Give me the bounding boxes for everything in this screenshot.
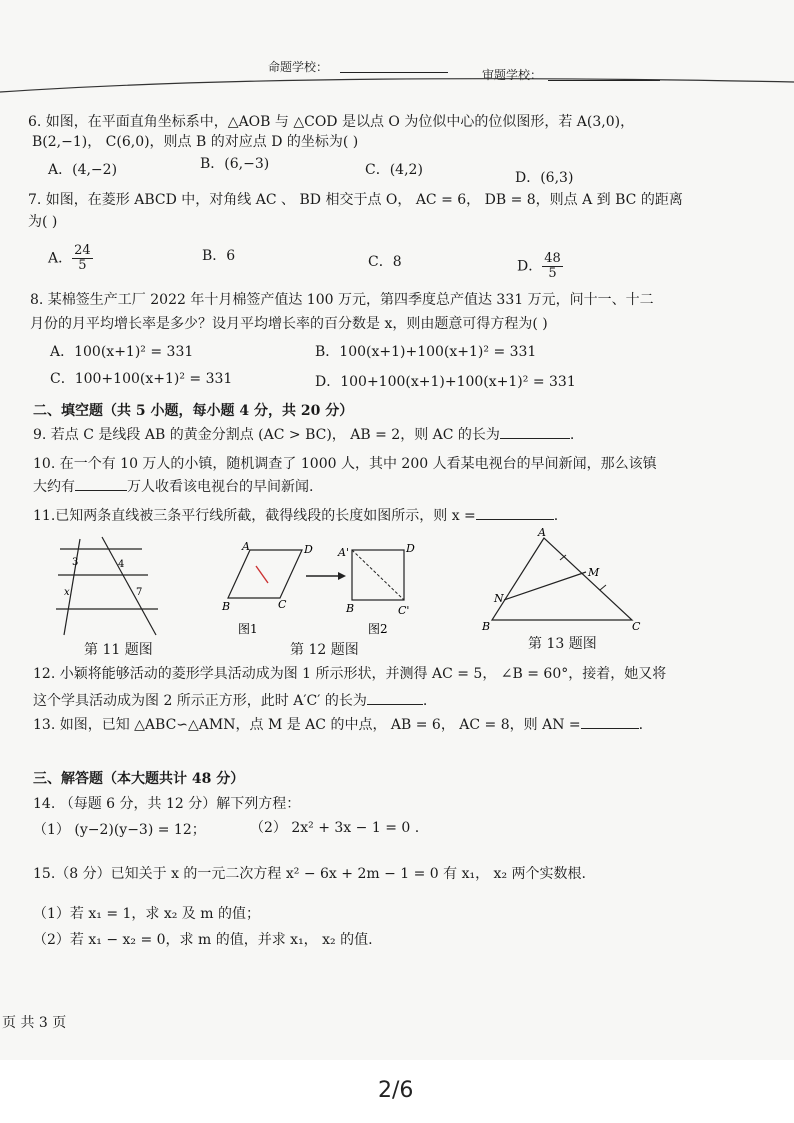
q6-option-c: C．(4,2) [365,162,423,178]
q7-option-d-fraction [542,252,563,281]
q10-line2-end: 万人收看该电视台的早间新闻. [127,479,314,495]
fig13-caption: 第 13 题图 [528,636,597,652]
q7-option-d-label: D． [517,258,543,275]
fig11-label-3: 3 [72,557,79,568]
fig12-sub2: 图2 [368,622,388,636]
q7-option-d [517,252,563,281]
q14-part1: （1） (y−2)(y−3) = 12； [33,822,206,838]
q15-part1: （1）若 x₁ = 1，求 x₂ 及 m 的值； [33,906,260,922]
q8-option-a: A．100(x+1)² = 331 [50,344,194,360]
q7-option-c: C．8 [368,254,402,270]
header-rule [0,70,794,110]
fig12-fig1-label-d: D [304,543,313,556]
q6-line1: 6. 如图，在平面直角坐标系中，△AOB 与 △COD 是以点 O 为位似中心的位似图形，若 A(3,0)， [28,114,635,130]
q7-option-a-fraction [72,244,93,273]
q12-line2: 这个学具活动成为图 2 所示正方形，此时 A′C′ 的长为 . [33,690,427,711]
q10-answer-blank [75,476,127,491]
fig12-fig2-label-c: C' [398,604,410,617]
q15-part2: （2）若 x₁ − x₂ = 0，求 m 的值，并求 x₁， x₂ 的值. [33,932,373,948]
q9-text: 9. 若点 C 是线段 AB 的黄金分割点 (AC > BC)， AB = 2，则 AC 的长为 . [33,424,574,445]
q6-line2: B(2,−1)， C(6,0)，则点 B 的对应点 D 的坐标为( ) [32,134,359,150]
section-3-heading: 三、解答题（本大题共计 48 分） [33,771,245,787]
q7-option-a-numerator: 24 [74,243,91,258]
q8-line2: 月份的月平均增长率是多少？设月平均增长率的百分数是 x，则由题意可得方程为( ) [30,316,548,332]
figure-11 [50,535,180,640]
figure-12 [212,538,432,638]
q9-answer-blank [500,424,570,439]
q7-line1: 7. 如图，在菱形 ABCD 中，对角线 AC 、 BD 相交于点 O， AC = 6， DB = 8，则点 A 到 BC 的距离 [28,192,683,208]
page-indicator: 2/6 [378,1078,414,1103]
fig11-label-4: 4 [118,559,125,570]
fig12-caption: 第 12 题图 [290,642,359,658]
q10-line1: 10. 在一个有 10 万人的小镇，随机调查了 1000 人，其中 200 人看某电视台的早间新闻，那么该镇 [33,456,657,472]
fig12-fig2-label-d: D [406,542,415,555]
fig12-fig2-label-b: B [346,602,355,615]
q14-part2: （2） 2x² + 3x − 1 = 0 . [250,820,420,836]
section-2-heading: 二、填空题（共 5 小题，每小题 4 分，共 20 分） [33,403,354,419]
fig12-fig1-label-c: C [278,598,287,611]
q14-title: 14. （每题 6 分，共 12 分）解下列方程： [33,796,301,812]
q7-line2: 为( ) [28,214,58,230]
q10-line2-start: 大约有 [33,479,75,495]
q8-option-d: D．100+100(x+1)+100(x+1)² = 331 [315,374,576,390]
school-label: 命题学校： [268,60,329,74]
q11-answer-blank [476,505,554,520]
q11-body: 11.已知两条直线被三条平行线所截，截得线段的长度如图所示，则 x = [33,508,476,524]
q7-option-b: B．6 [202,248,236,264]
q7-option-a [48,244,93,273]
q8-option-b: B．100(x+1)+100(x+1)² = 331 [315,344,537,360]
fig13-label-b: B [482,620,491,633]
q12-line2-body: 这个学具活动成为图 2 所示正方形，此时 A′C′ 的长为 [33,693,367,709]
fig12-fig2-label-a: A' [338,546,349,559]
fig11-caption: 第 11 题图 [84,642,153,658]
q6-option-d: D．(6,3) [515,170,574,186]
q7-option-a-denominator: 5 [78,258,87,273]
q11-text: 11.已知两条直线被三条平行线所截，截得线段的长度如图所示，则 x = . [33,505,558,526]
fig13-label-n: N [494,592,504,605]
figure-13 [478,528,648,638]
fig12-red-diagonal [256,566,268,583]
fig11-label-x: x [64,587,70,598]
q7-option-a-label: A． [48,250,73,267]
fig12-fig1-label-b: B [222,600,231,613]
fig13-label-a: A [538,528,546,539]
fig13-label-m: M [588,566,600,579]
q12-answer-blank [367,690,423,705]
q10-line2 [33,476,313,497]
q8-option-c: C．100+100(x+1)² = 331 [50,371,233,387]
q8-line1: 8. 某棉签生产工厂 2022 年十月棉签产值达 100 万元，第四季度总产值达 331 万元，问十一、十二 [30,292,654,308]
q7-option-d-denominator: 5 [548,266,557,281]
q13-answer-blank [581,714,639,729]
fig12-fig1-label-a: A [242,540,250,553]
review-label: 审题学校： [482,68,543,82]
q7-option-d-numerator: 48 [544,251,561,266]
q9-body: 9. 若点 C 是线段 AB 的黄金分割点 (AC > BC)， AB = 2，则 AC 的长为 [33,427,500,443]
q6-option-a: A．(4,−2) [48,162,118,178]
q6-option-b: B．(6,−3) [200,156,270,172]
q12-line1: 12. 小颖将能够活动的菱形学具活动成为图 1 所示形状，并测得 AC = 5， ∠B = 60°，接着，她又将 [33,666,667,682]
fig12-sub1: 图1 [238,622,258,636]
fig11-label-7: 7 [136,587,143,598]
fig13-label-c: C [632,620,641,633]
page-footer: 页 共 3 页 [2,1015,67,1031]
q13-body: 13. 如图，已知 △ABC∽△AMN，点 M 是 AC 的中点， AB = 6， AC = 8，则 AN = [33,717,581,733]
q15-title: 15.（8 分）已知关于 x 的一元二次方程 x² − 6x + 2m − 1 = 0 有 x₁， x₂ 两个实数根. [33,866,586,882]
q13-text: 13. 如图，已知 △ABC∽△AMN，点 M 是 AC 的中点， AB = 6， AC = 8，则 AN = . [33,714,643,735]
